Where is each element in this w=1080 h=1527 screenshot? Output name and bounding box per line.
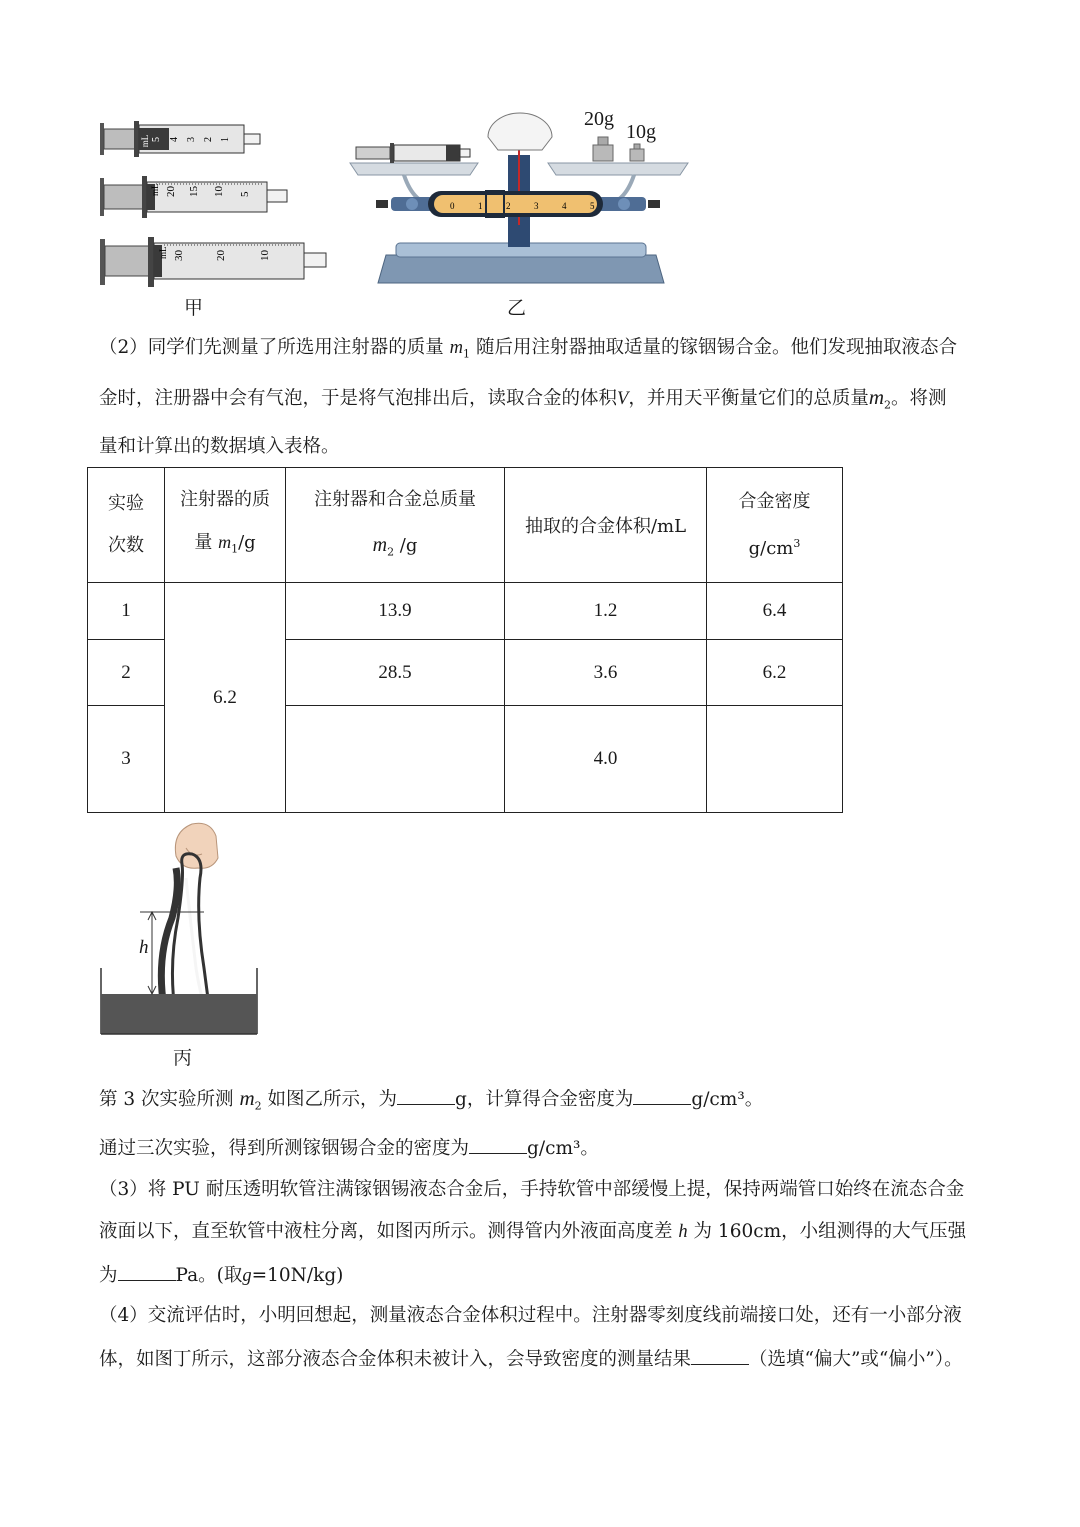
section2-line2: 金时，注册器中会有气泡，于是将气泡排出后，读取合金的体积V，并用天平衡量它们的总质量$m_2$。将测: [99, 385, 947, 412]
syringe-small-tick: 5: [151, 137, 162, 142]
cell-volume: 4.0: [505, 706, 707, 813]
balance-scale-tick: 2: [506, 201, 511, 211]
cell-total-mass: 13.9: [286, 583, 505, 640]
q6-answer-blank[interactable]: [691, 1348, 749, 1365]
syringe-mid-tick: 5: [239, 191, 251, 197]
cell-density: 6.4: [707, 583, 843, 640]
syringe-large-tick: 20: [215, 250, 227, 261]
section2-line1: （2）同学们先测量了所选用注射器的质量 $m_1$ 随后用注射器抽取适量的镓铟锡合金。他们发现抽取液态合: [99, 337, 957, 361]
q3-line: 第 3 次实验所测 $m_2$ 如图乙所示，为 g，计算得合金密度为 g/cm³。: [99, 1086, 764, 1113]
balance-scale-tick: 3: [534, 201, 539, 211]
cell-total-mass: 28.5: [286, 640, 505, 706]
figure-yi-caption: 乙: [507, 297, 527, 319]
header-volume: 抽取的合金体积/mL: [505, 468, 707, 583]
section4-line1: （4）交流评估时，小明回想起，测量液态合金体积过程中。注射器零刻度线前端接口处，还有一小部分液: [99, 1305, 962, 1326]
header-trial: 实验 次数: [88, 468, 165, 583]
weight-10g-label: 10g: [626, 121, 656, 143]
h-label: h: [139, 937, 149, 958]
section3-line3: 为 Pa。(取g=10N/kg): [99, 1265, 344, 1286]
syringe-small-tick: 4: [169, 137, 180, 142]
cell-total-mass: [286, 706, 505, 813]
balance-scale-tick: 4: [562, 201, 567, 211]
figure-jia-caption: 甲: [184, 297, 204, 319]
table-header-row: [88, 468, 843, 583]
q5-answer-blank-pressure[interactable]: [118, 1264, 176, 1281]
cell-syringe-mass: 6.2: [165, 583, 286, 813]
q3-answer-blank-density[interactable]: [633, 1088, 691, 1105]
figure-bing-tube: [96, 818, 266, 1038]
syringe-small-unit: mL: [140, 134, 150, 148]
q4-line: 通过三次实验，得到所测镓铟锡合金的密度为 g/cm³。: [99, 1138, 599, 1159]
cell-trial: 3: [88, 706, 165, 813]
cell-trial: 2: [88, 640, 165, 706]
syringe-mid-tick: 15: [188, 186, 200, 197]
syringe-small-tick: 1: [220, 137, 231, 142]
q4-answer-blank-density[interactable]: [469, 1137, 527, 1154]
syringe-medium: [100, 176, 287, 218]
cell-volume: 1.2: [505, 583, 707, 640]
syringe-large-tick: 10: [259, 250, 271, 261]
figure-bing-caption: 丙: [173, 1047, 193, 1069]
header-density: 合金密度 $g/cm^3$: [707, 468, 843, 583]
section2-line3: 量和计算出的数据填入表格。: [99, 436, 340, 457]
syringe-mid-unit: mL: [150, 183, 160, 196]
syringe-small-tick: 3: [186, 137, 197, 142]
syringe-large-unit: mL: [158, 246, 168, 259]
section3-line1: （3）将 PU 耐压透明软管注满镓铟锡液态合金后，手持软管中部缓慢上提，保持两端管口始终在流态合金: [99, 1179, 965, 1200]
cell-trial: 1: [88, 583, 165, 640]
q3-answer-blank-mass[interactable]: [397, 1088, 455, 1105]
syringe-large-tick: 30: [173, 250, 185, 261]
balance-scale-tick: 5: [590, 201, 595, 211]
header-syringe-mass: 注射器的质 量 $m_1/g$: [165, 468, 286, 583]
section3-line2: 液面以下，直至软管中液柱分离，如图丙所示。测得管内外液面高度差 h 为 160cm，小组测得的大气压强: [99, 1221, 967, 1242]
syringe-mid-tick: 20: [165, 186, 177, 197]
table-row: [88, 583, 843, 640]
cell-density: 6.2: [707, 640, 843, 706]
syringe-large: [100, 237, 326, 287]
balance-scale-tick: 1: [478, 201, 483, 211]
cell-density: [707, 706, 843, 813]
data-table: [87, 467, 843, 813]
syringe-small-tick: 2: [203, 137, 214, 142]
header-total-mass: 注射器和合金总质量 $m_2$ /g: [286, 468, 505, 583]
weight-20g-label: 20g: [584, 108, 614, 130]
balance-scale-tick: 0: [450, 201, 455, 211]
figure-jia-syringes: [96, 115, 336, 290]
cell-volume: 3.6: [505, 640, 707, 706]
syringe-small: [100, 121, 260, 157]
syringe-mid-tick: 10: [213, 186, 225, 197]
section4-line2: 体，如图丁所示，这部分液态合金体积未被计入，会导致密度的测量结果 （选填“偏大”或“偏小”）。: [99, 1349, 963, 1370]
